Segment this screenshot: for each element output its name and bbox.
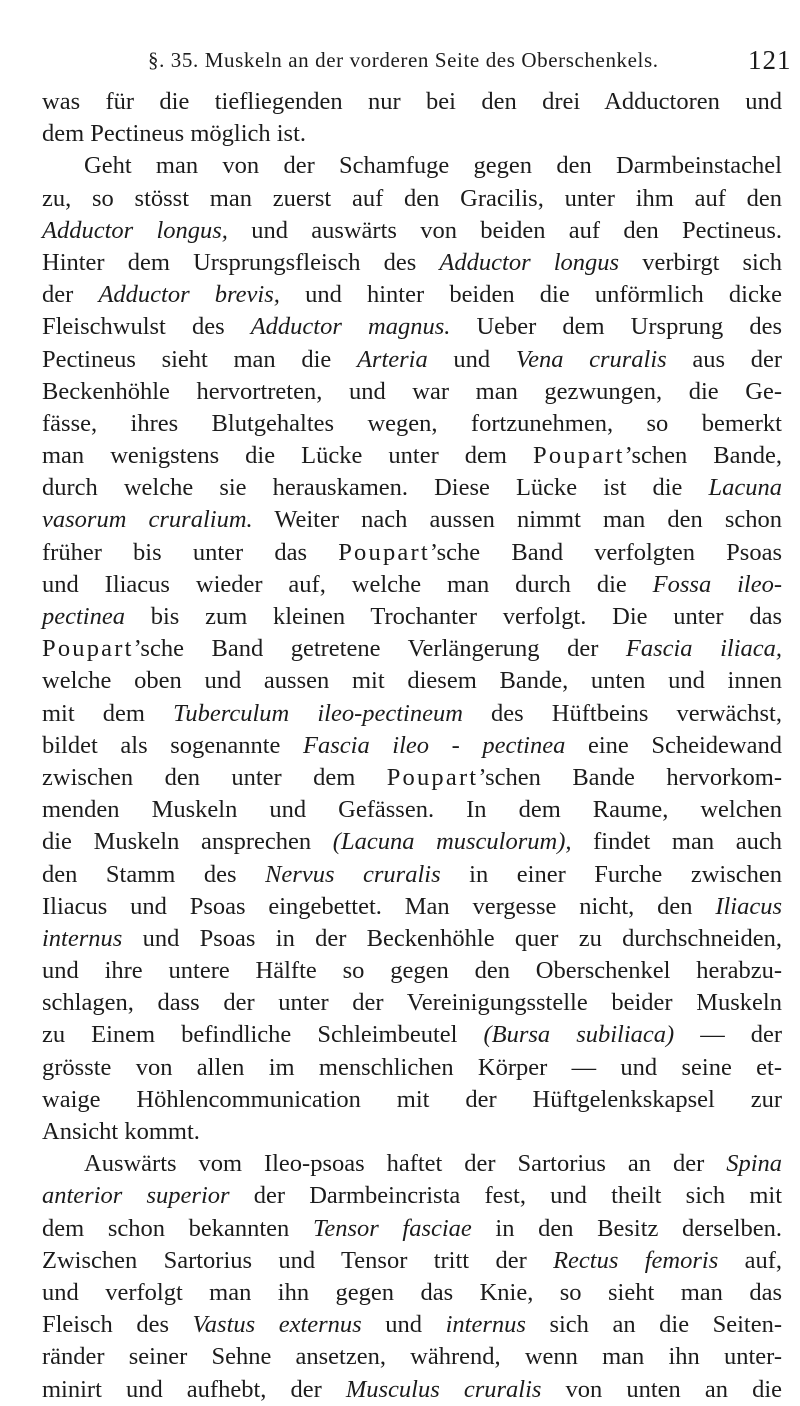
text-line <box>42 730 782 762</box>
italic-term: Adductor longus <box>439 248 620 276</box>
text-run: und auswärts von beiden auf den Pectineus. <box>227 216 782 244</box>
text-line <box>42 762 782 794</box>
text-run: zu Einem befindliche Schleimbeutel <box>42 1021 484 1049</box>
italic-term: Adductor magnus. <box>250 313 451 341</box>
text-line <box>42 794 782 826</box>
text-run: die Muskeln ansprechen <box>42 828 333 856</box>
text-run: man wenigstens die Lücke unter dem <box>42 442 534 470</box>
text-line <box>42 537 782 569</box>
italic-term: Fascia iliaca, <box>625 635 782 663</box>
text-line <box>42 1148 782 1180</box>
text-run: Ueber dem Ursprung des <box>450 313 782 341</box>
italic-term: vasorum cruralium. <box>42 506 253 534</box>
italic-term: Vena cruralis <box>515 345 667 373</box>
italic-term: Adductor longus, <box>42 216 228 244</box>
text-run: und Iliacus wieder auf, welche man durch die <box>42 570 653 598</box>
italic-term: Adductor brevis, <box>98 281 280 309</box>
spaced-name: Poupart <box>533 442 625 470</box>
text-line <box>42 472 782 504</box>
running-head-section-title: §. 35. Muskeln an der vorderen Seite des Oberschenkels. <box>148 48 659 72</box>
text-run: mit dem <box>42 699 174 727</box>
text-run: Weiter nach aussen nimmt man den schon <box>252 506 783 534</box>
text-run: Hinter dem Ursprungsfleisch des <box>42 248 440 276</box>
text-line <box>42 569 782 601</box>
text-run: ’schen Bande, <box>624 442 782 470</box>
text-run: und <box>427 345 516 373</box>
running-head <box>148 16 792 75</box>
text-run: Geht man von der Schamfuge gegen den Darmbeinstachel <box>84 152 782 180</box>
text-run: ’sche Band verfolgten Psoas <box>429 538 782 566</box>
italic-term: Iliacus <box>715 892 782 920</box>
text-line <box>42 859 782 891</box>
text-run: ’sche Band getretene Verlängerung der <box>133 635 626 663</box>
text-run: zwischen den unter dem <box>42 763 387 791</box>
text-run: aus der <box>666 345 782 373</box>
text-run: und verfolgt man ihn gegen das Knie, so sieht man das <box>42 1278 782 1306</box>
spaced-name: Poupart <box>386 763 479 791</box>
text-line <box>42 150 782 182</box>
italic-term: Tuberculum ileo-pectineum <box>173 699 463 727</box>
text-line <box>42 1245 782 1277</box>
text-run: was für die tiefliegenden nur bei den drei Adductoren und <box>42 88 782 115</box>
text-line <box>42 1374 782 1406</box>
text-run: dem Pectineus möglich ist. <box>42 120 307 148</box>
text-run: welche oben und aussen mit diesem Bande, unten und innen <box>42 667 782 695</box>
text-line <box>42 311 782 343</box>
text-line <box>42 1052 782 1084</box>
text-run: durch welche sie herauskamen. Diese Lücke ist die <box>42 474 709 502</box>
text-run: Ansicht kommt. <box>42 1118 200 1145</box>
text-run: Auswärts vom Ileo-psoas haftet der Sartorius an der <box>84 1150 727 1178</box>
text-line <box>42 1213 782 1245</box>
text-line <box>42 987 782 1019</box>
page-number: 121 <box>748 45 792 75</box>
text-run: und Psoas in der Beckenhöhle quer zu durchschneiden, <box>122 924 782 952</box>
text-run: Beckenhöhle hervortreten, und war man gezwungen, die Ge- <box>42 377 782 405</box>
text-line <box>42 1116 782 1148</box>
italic-term: (Bursa subiliaca) <box>483 1021 675 1049</box>
text-line <box>42 601 782 633</box>
body-text <box>42 86 782 1406</box>
text-line <box>42 1309 782 1341</box>
text-line <box>42 440 782 472</box>
italic-term: Tensor fasciae <box>312 1214 472 1242</box>
text-run: fässe, ihres Blutgehaltes wegen, fortzunehmen, so bemerkt <box>42 409 782 437</box>
text-run: sich an die Seiten- <box>525 1311 783 1339</box>
text-run: von unten an die <box>541 1375 783 1403</box>
text-run: in einer Furche zwischen <box>440 860 782 888</box>
italic-term: Fossa ileo- <box>652 570 782 598</box>
text-run: menden Muskeln und Gefässen. In dem Raume, welchen <box>42 796 782 824</box>
text-line <box>42 408 782 440</box>
text-line <box>42 1180 782 1212</box>
text-run: der Darmbeincrista fest, und theilt sich mit <box>229 1182 782 1210</box>
text-run: des Hüftbeins verwächst, <box>462 699 782 727</box>
italic-term: Rectus femoris <box>553 1246 719 1274</box>
text-line <box>42 955 782 987</box>
text-run: grösste von allen im menschlichen Körper — und seine et- <box>42 1053 782 1081</box>
text-run: ränder seiner Sehne ansetzen, während, wenn man ihn unter- <box>42 1343 782 1371</box>
italic-term: internus <box>445 1311 526 1339</box>
text-run: schlagen, dass der unter der Vereinigungsstelle beider Muskeln <box>42 989 782 1017</box>
text-line <box>42 1084 782 1116</box>
text-line <box>42 86 782 118</box>
text-run: auf, <box>718 1246 782 1274</box>
italic-term: pectinea <box>42 603 125 630</box>
text-line <box>42 118 782 150</box>
text-line <box>42 1019 782 1051</box>
italic-term: Musculus cruralis <box>345 1375 542 1403</box>
text-line <box>42 183 782 215</box>
text-line <box>42 215 782 247</box>
text-run: bildet als sogenannte <box>42 731 304 759</box>
text-run: dem schon bekannten <box>42 1214 313 1242</box>
text-line <box>42 279 782 311</box>
text-run: Iliacus und Psoas eingebettet. Man vergesse nicht, den <box>42 892 716 920</box>
text-line <box>42 698 782 730</box>
text-line <box>42 633 782 665</box>
italic-term: Lacuna <box>708 474 782 502</box>
text-line <box>42 665 782 697</box>
text-run: ’schen Bande hervorkom- <box>478 763 782 791</box>
italic-term: Spina <box>726 1150 782 1178</box>
text-run: und ihre untere Hälfte so gegen den Oberschenkel herabzu- <box>42 957 782 985</box>
text-run: minirt und aufhebt, der <box>42 1375 346 1403</box>
text-line <box>42 891 782 923</box>
text-run: der <box>42 281 99 309</box>
text-line <box>42 376 782 408</box>
text-line <box>42 247 782 279</box>
text-line <box>42 826 782 858</box>
italic-term: Arteria <box>356 345 428 373</box>
text-run: und hinter beiden die unförmlich dicke <box>279 281 782 309</box>
text-run: früher bis unter das <box>42 538 339 566</box>
italic-term: Nervus cruralis <box>265 860 441 888</box>
text-run: waige Höhlencommunication mit der Hüftgelenkskapsel zur <box>42 1085 782 1113</box>
text-line <box>42 923 782 955</box>
text-run: Fleischwulst des <box>42 313 251 341</box>
text-run: zu, so stösst man zuerst auf den Gracilis, unter ihm auf den <box>42 184 782 212</box>
text-run: — der <box>674 1021 782 1049</box>
text-run: eine Scheidewand <box>565 731 782 759</box>
spaced-name: Poupart <box>42 635 134 663</box>
text-line <box>42 504 782 536</box>
italic-term: internus <box>42 924 123 952</box>
spaced-name: Poupart <box>338 538 430 566</box>
text-run: den Stamm des <box>42 860 266 888</box>
text-run: in den Besitz derselben. <box>471 1214 783 1242</box>
text-line <box>42 1277 782 1309</box>
text-run: Zwischen Sartorius und Tensor tritt der <box>42 1246 554 1274</box>
text-run: Fleisch des <box>42 1311 193 1339</box>
italic-term: anterior superior <box>42 1182 230 1210</box>
italic-term: (Lacuna musculorum), <box>332 828 572 856</box>
text-run: bis zum kleinen Trochanter verfolgt. Die unter das <box>125 603 782 630</box>
text-run: Pectineus sieht man die <box>42 345 357 373</box>
text-line <box>42 1341 782 1373</box>
italic-term: Fascia ileo - pectinea <box>303 731 566 759</box>
text-run: verbirgt sich <box>619 248 782 276</box>
text-line <box>42 344 782 376</box>
italic-term: Vastus externus <box>192 1311 362 1339</box>
text-run: findet man auch <box>571 828 782 856</box>
text-run: und <box>361 1311 446 1339</box>
